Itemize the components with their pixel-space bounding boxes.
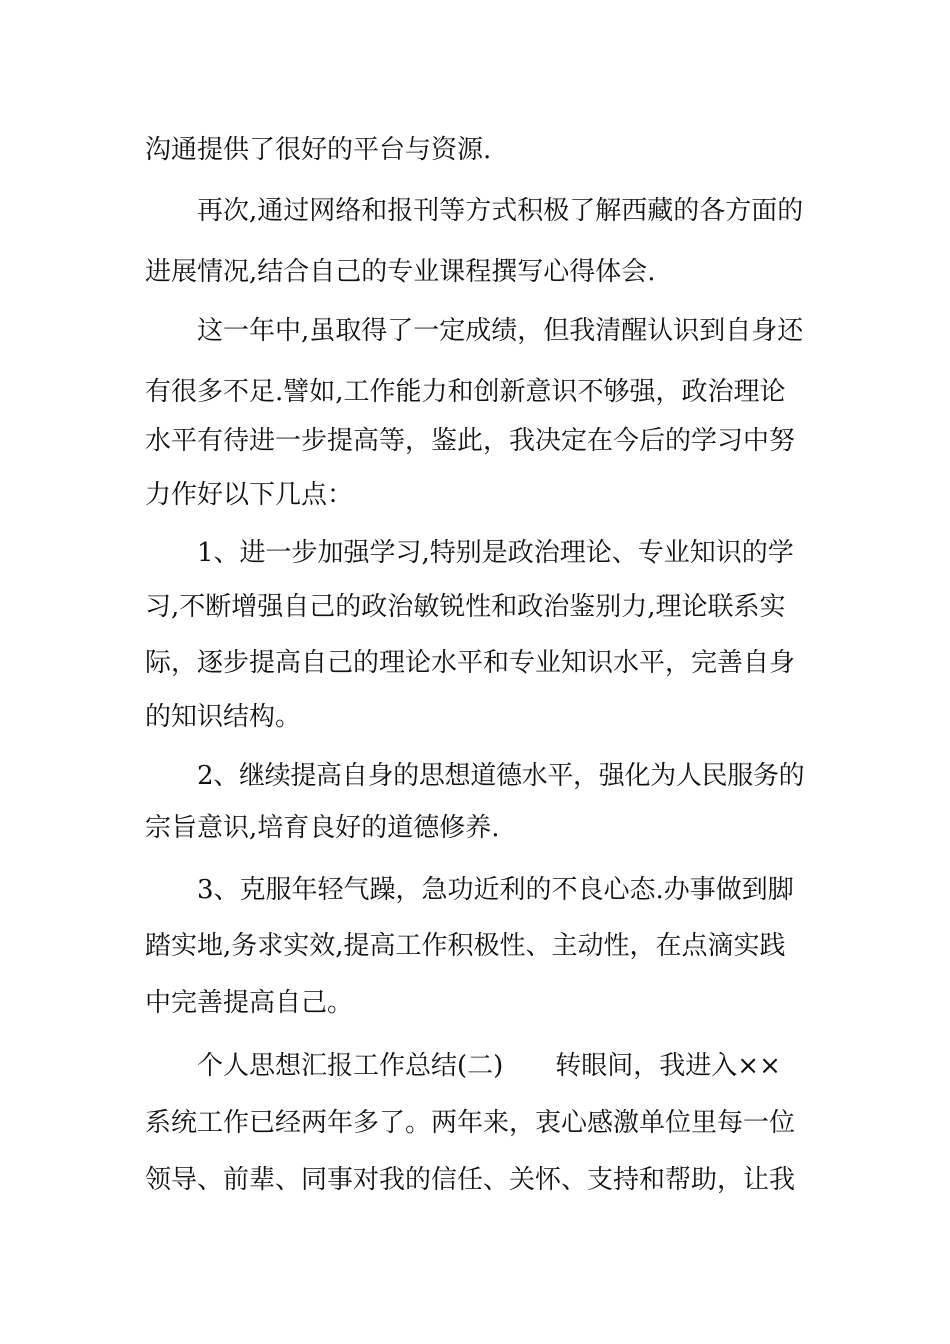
text-line: 领导、前辈、同事对我的信任、关怀、支持和帮助，让我 [145, 1165, 796, 1195]
text-line: 习,不断增强自己的政治敏锐性和政治鉴别力,理论联系实 [145, 592, 786, 622]
text-line: 进展情况,结合自己的专业课程撰写心得体会. [145, 257, 656, 287]
text-line: 1、进一步加强学习,特别是政治理论、专业知识的学 [197, 538, 794, 568]
text-line: 系统工作已经两年多了。两年来，衷心感激单位里每一位 [145, 1108, 796, 1138]
text-line: 3、克服年轻气躁，急功近利的不良心态.办事做到脚 [197, 875, 794, 905]
text-line: 个人思想汇报工作总结(二) 转眼间，我进入×× [197, 1051, 781, 1081]
text-line: 水平有待进一步提高等，鉴此，我决定在今后的学习中努 [145, 426, 796, 456]
text-line: 的知识结构。 [145, 702, 302, 732]
text-line: 宗旨意识,培育良好的道德修养. [145, 813, 500, 843]
text-line: 力作好以下几点： [145, 480, 354, 510]
text-line: 这一年中,虽取得了一定成绩，但我清醒认识到自身还 [197, 316, 804, 346]
text-line: 沟通提供了很好的平台与资源. [145, 135, 492, 165]
text-line: 再次,通过网络和报刊等方式积极了解西藏的各方面的 [197, 196, 804, 226]
text-line: 有很多不足.譬如,工作能力和创新意识不够强，政治理论 [145, 377, 786, 407]
text-line: 中完善提高自己。 [145, 988, 354, 1018]
text-line: 际，逐步提高自己的理论水平和专业知识水平，完善自身 [145, 648, 796, 678]
text-line: 踏实地,务求实效,提高工作积极性、主动性，在点滴实践 [145, 931, 786, 961]
text-line: 2、继续提高自身的思想道德水平，强化为人民服务的 [197, 761, 805, 791]
